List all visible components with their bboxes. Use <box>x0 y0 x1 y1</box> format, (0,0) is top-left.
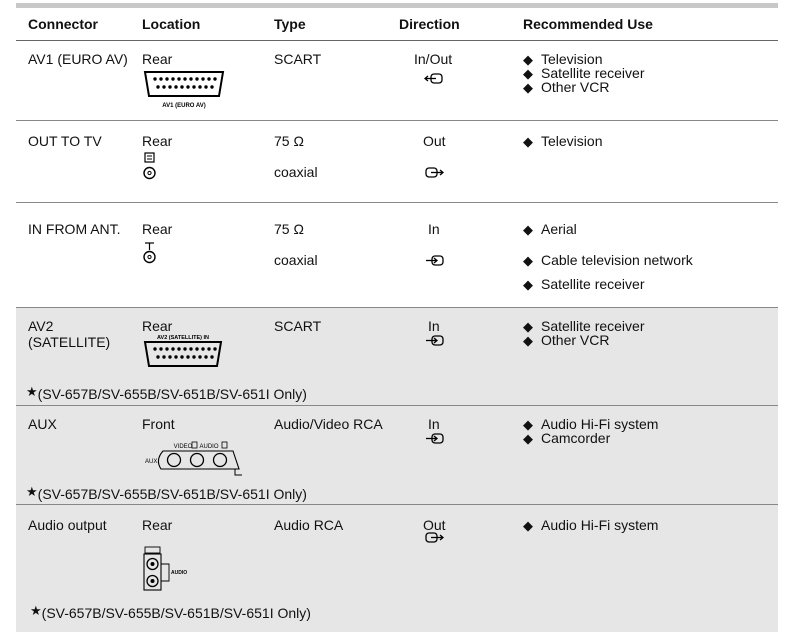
svg-text:VIDEO: VIDEO <box>173 444 193 450</box>
table-row <box>16 505 778 632</box>
type-detail: coaxial <box>274 164 318 180</box>
bullet-icon: ◆ <box>523 431 533 446</box>
list-item: ◆ Television <box>523 133 603 149</box>
model-note: ★(SV-657B/SV-655B/SV-651B/SV-651I Only) <box>26 484 307 502</box>
header-location: Location <box>142 16 201 32</box>
scart-connector-icon <box>143 70 227 112</box>
rca-audio-out-icon <box>143 546 187 592</box>
bullet-icon: ◆ <box>523 319 533 334</box>
connector-name-detail: (SATELLITE) <box>28 334 111 350</box>
bullet-icon: ◆ <box>523 333 533 348</box>
out-arrow-icon <box>425 166 447 180</box>
model-note: ★(SV-657B/SV-655B/SV-651B/SV-651I Only) <box>26 384 307 402</box>
direction: Out <box>423 517 446 533</box>
list-item: ◆ Aerial <box>523 221 577 237</box>
jack-label: AV1 (EURO AV) <box>162 103 206 109</box>
star-icon: ★ <box>26 384 38 399</box>
scart-connector-icon <box>143 333 223 371</box>
use-list <box>523 52 645 94</box>
header-direction: Direction <box>399 16 460 32</box>
in-arrow-icon <box>425 334 447 348</box>
connector-name: AV1 (EURO AV) <box>28 51 128 67</box>
list-item: ◆ Camcorder <box>523 430 611 446</box>
rca-aux-icon <box>143 439 243 477</box>
header-connector: Connector <box>28 16 98 32</box>
type: 75 Ω <box>274 133 304 149</box>
list-item: ◆ Audio Hi-Fi system <box>523 517 659 533</box>
direction: In <box>428 221 440 237</box>
type: SCART <box>274 51 322 67</box>
location: Front <box>142 416 175 432</box>
svg-text:AUX: AUX <box>145 459 158 465</box>
list-item: ◆ Television <box>523 51 603 67</box>
type: 75 Ω <box>274 221 304 237</box>
out-arrow-icon <box>425 531 447 545</box>
list-item: ◆ Satellite receiver <box>523 276 645 292</box>
bullet-icon: ◆ <box>523 277 533 292</box>
bullet-icon: ◆ <box>523 66 533 81</box>
location: Rear <box>142 517 173 533</box>
header-type: Type <box>274 16 306 32</box>
direction: In/Out <box>414 51 453 67</box>
use-list <box>523 319 645 347</box>
location: Rear <box>142 133 173 149</box>
top-rule <box>16 3 778 8</box>
list-item: ◆ Audio Hi-Fi system <box>523 416 659 432</box>
svg-text:AUDIO: AUDIO <box>171 570 188 576</box>
in-arrow-icon <box>425 432 447 446</box>
connector-name: AV2 <box>28 318 54 334</box>
use-list <box>523 518 658 532</box>
bullet-icon: ◆ <box>523 417 533 432</box>
type: Audio RCA <box>274 517 344 533</box>
coaxial-out-icon <box>143 152 157 184</box>
location: Rear <box>142 51 173 67</box>
connector-name: Audio output <box>28 517 107 533</box>
list-item: ◆ Cable television network <box>523 252 693 268</box>
type: Audio/Video RCA <box>274 416 383 432</box>
bullet-icon: ◆ <box>523 134 533 149</box>
in-out-arrow-icon <box>424 72 446 86</box>
model-note: ★(SV-657B/SV-655B/SV-651B/SV-651I Only) <box>30 603 311 621</box>
table-row <box>16 308 778 406</box>
direction: In <box>428 416 440 432</box>
connector-name: OUT TO TV <box>28 133 102 149</box>
list-item: ◆ Other VCR <box>523 332 610 348</box>
direction: In <box>428 318 440 334</box>
location: Rear <box>142 318 173 334</box>
bullet-icon: ◆ <box>523 222 533 237</box>
table-row <box>16 203 778 308</box>
star-icon: ★ <box>26 484 38 499</box>
use-list <box>523 222 693 291</box>
table-row <box>16 41 778 121</box>
location: Rear <box>142 221 173 237</box>
list-item: ◆ Other VCR <box>523 79 610 95</box>
connector-name: IN FROM ANT. <box>28 221 121 237</box>
list-item: ◆ Satellite receiver <box>523 65 645 81</box>
use-list <box>523 417 658 445</box>
bullet-icon: ◆ <box>523 253 533 268</box>
type-detail: coaxial <box>274 252 318 268</box>
coaxial-in-icon <box>143 241 157 267</box>
connector-name: AUX <box>28 416 57 432</box>
jack-label: AV2 (SATELLITE) IN <box>156 335 210 341</box>
list-item: ◆ Satellite receiver <box>523 318 645 334</box>
in-arrow-icon <box>425 254 447 268</box>
bullet-icon: ◆ <box>523 80 533 95</box>
star-icon: ★ <box>30 603 42 618</box>
svg-text:AUDIO: AUDIO <box>199 444 219 450</box>
type: SCART <box>274 318 322 334</box>
use-list <box>523 134 602 148</box>
header-recommended-use: Recommended Use <box>523 16 653 32</box>
direction: Out <box>423 133 446 149</box>
table-row <box>16 406 778 505</box>
bullet-icon: ◆ <box>523 52 533 67</box>
table-row <box>16 121 778 203</box>
bullet-icon: ◆ <box>523 518 533 533</box>
